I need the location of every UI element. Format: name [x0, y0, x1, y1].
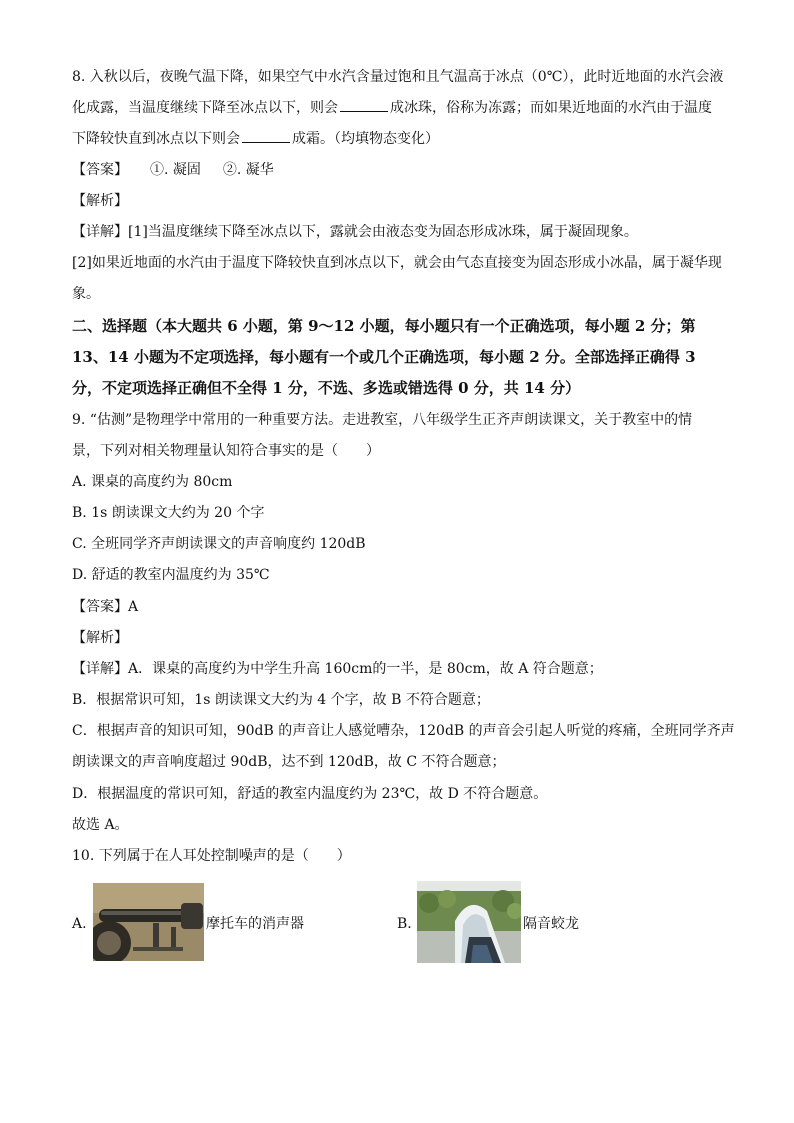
section-2-heading-line-2: 13、14 小题为不定项选择，每小题有一个或几个正确选项，每小题 2 分。全部选择正确得 3	[72, 348, 696, 366]
q10-option-b-letter: B.	[397, 916, 412, 932]
sound-barrier-tunnel-image	[417, 881, 521, 963]
q9-detail-c-1: C．根据声音的知识可知，90dB 的声音让人感觉嘈杂，120dB 的声音会引起人听觉的疼痛，全班同学齐声	[72, 723, 735, 739]
q8-blank-1	[340, 97, 388, 112]
q8-analysis-tag: 【解析】	[72, 193, 128, 209]
q9-option-b: B. 1s 朗读课文大约为 20 个字	[72, 505, 265, 521]
answer-item-1: ①. 凝固	[150, 162, 201, 178]
q10-option-b-text: 隔音蛟龙	[523, 916, 579, 932]
q9-detail-a: 【详解】A．课桌的高度约为中学生升高 160cm的一半，是 80cm，故 A 符合题意；	[72, 661, 603, 677]
q10-option-a-text: 摩托车的消声器	[206, 916, 304, 932]
q9-detail-c-2: 朗读课文的声音响度超过 90dB，达不到 120dB，故 C 不符合题意；	[72, 754, 506, 770]
q8-stem-line-2-b: 成冰珠，俗称为冻露；而如果近地面的水汽由于温度	[390, 100, 712, 116]
q8-stem-line-1: 8. 入秋以后，夜晚气温下降，如果空气中水汽含量过饱和且气温高于冰点（0℃），此时近地面的水汽会液	[72, 69, 724, 85]
q9-detail-b: B．根据常识可知，1s 朗读课文大约为 4 个字，故 B 不符合题意；	[72, 692, 490, 708]
q8-detail-2: [2]如果近地面的水汽由于温度下降较快直到冰点以下，就会由气态直接变为固态形成小冰晶，属于凝华现	[72, 255, 722, 271]
q9-answer: 【答案】A	[72, 599, 139, 615]
q9-option-a: A. 课桌的高度约为 80cm	[72, 474, 233, 490]
q9-option-d: D. 舒适的教室内温度约为 35℃	[72, 567, 270, 583]
q9-stem-line-2: 景，下列对相关物理量认知符合事实的是（ ）	[72, 443, 380, 459]
q10-option-a-letter: A.	[72, 916, 87, 932]
q10-stem: 10. 下列属于在人耳处控制噪声的是（ ）	[72, 848, 351, 864]
q9-stem-line-1: 9. “估测”是物理学中常用的一种重要方法。走进教室，八年级学生正齐声朗读课文，关于教室中的情	[72, 412, 693, 428]
q9-analysis-tag: 【解析】	[72, 630, 128, 646]
q8-stem-line-2	[72, 97, 712, 119]
section-2-heading-line-3: 分，不定项选择正确但不全得 1 分，不选、多选或错选得 0 分，共 14 分）	[72, 379, 581, 397]
q9-option-c: C. 全班同学齐声朗读课文的声音响度约 120dB	[72, 536, 366, 552]
section-2-heading-line-1: 二、选择题（本大题共 6 小题，第 9～12 小题，每小题只有一个正确选项，每小题 2 分；第	[72, 317, 696, 335]
q8-detail-1: 【详解】[1]当温度继续下降至冰点以下，露就会由液态变为固态形成冰珠，属于凝固现象。	[72, 224, 638, 240]
q9-detail-d: D．根据温度的常识可知，舒适的教室内温度约为 23℃，故 D 不符合题意。	[72, 786, 548, 802]
q8-stem-line-3-b: 成霜。（均填物态变化）	[292, 131, 439, 147]
q8-blank-2	[242, 128, 290, 143]
answer-item-2: ②. 凝华	[222, 162, 274, 178]
q8-stem-line-3-a: 下降较快直到冰点以下则会	[72, 131, 240, 147]
q9-conclusion: 故选 A。	[72, 817, 129, 833]
q8-stem-line-2-a: 化成露，当温度继续下降至冰点以下，则会	[72, 100, 338, 116]
answer-tag: 【答案】	[72, 162, 128, 178]
q8-answer	[72, 159, 274, 181]
motorcycle-muffler-image	[93, 883, 204, 961]
q8-detail-3: 象。	[72, 286, 100, 302]
q8-stem-line-3	[72, 128, 439, 150]
